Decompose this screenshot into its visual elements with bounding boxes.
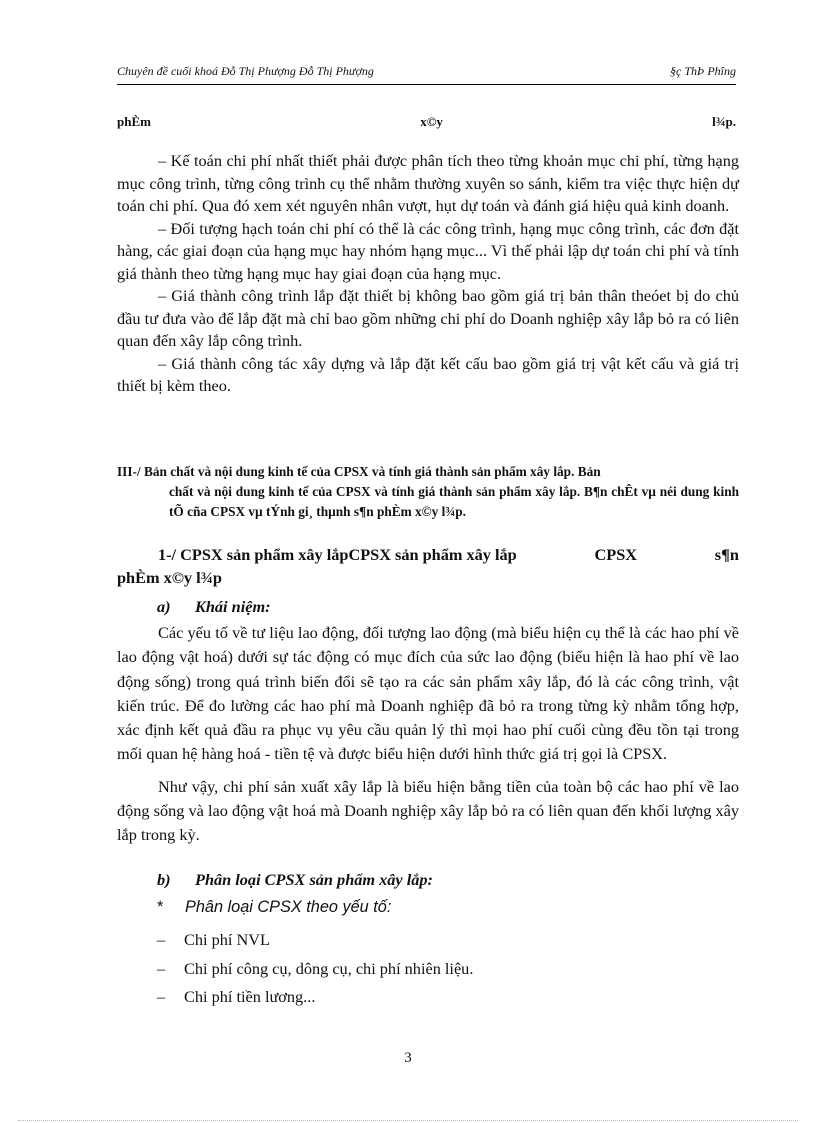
subheading-b (157, 870, 433, 890)
paragraph-4: – Giá thành công tác xây dựng và lắp đặt kết cấu bao gồm giá trị vật kết cấu và giá trị thiết bị kèm theo. (117, 353, 739, 395)
cost-list (157, 930, 473, 1016)
paragraph-2: – Đối tượng hạch toán chi phí có thể là các công trình, hạng mục công trình, các đơn đặt hàng, các giai đoạn của hạng mục hay nhóm hạng mục... Vì thế phải lập dự toán chi phí và tính giá thành theo từng hạng mục hay giai đoạn của hạng mục. (117, 218, 739, 283)
classification-text: Phân loại CPSX theo yếu tố: (185, 898, 392, 916)
garbled-word-2: x©y (420, 114, 443, 129)
heading-1-part-a: 1-/ CPSX sản phẩm xây lắpCPSX sản phẩm xây lắp (158, 545, 517, 564)
list-item-text: Chi phí NVL (184, 930, 270, 949)
heading-1-line-2: phÈm x©y l¾p (117, 568, 222, 587)
section-3-rest: chất và nội dung kinh tế của CPSX và tính giá thành sản phẩm xây lắp. B¶n chÊt vµ néi dung kinh tÕ cña CPSX vµ tÝnh gi¸ thµnh s¶n phÈm x©y l¾p. (169, 484, 739, 519)
page-number: 3 (404, 1050, 412, 1066)
list-dash: – (157, 987, 166, 1006)
garbled-word-1: phÈm (117, 114, 151, 129)
concept-paragraph-1: Các yếu tố về tư liệu lao động, đối tượng lao động (mà biểu hiện cụ thể là các hao phí về lao động vật hoá) dưới sự tác động có mục đích của sức lao động (biểu hiện là hao phí về lao động sống) trong quá trình biến đổi sẽ tạo ra các sản phẩm xây lắp, đó là các công trình, vật kiến trúc. Để đo lường các hao phí mà Doanh nghiệp đã bỏ ra trong từng kỳ nhằm tổng hợp, xác định kết quả đầu ra phục vụ yêu cầu quản lý thì mọi hao phí cuối cùng đều tồn tại trong mối quan hệ hàng hoá - tiền tệ và được biểu hiện dưới hình thức giá trị gọi là CPSX. (117, 623, 739, 764)
garbled-word-3: l¾p. (712, 114, 736, 129)
subheading-a-letter: a) (157, 597, 171, 616)
list-item (157, 959, 473, 988)
dash-paragraphs (117, 150, 739, 398)
page-bottom-border (18, 1120, 798, 1121)
list-dash: – (157, 930, 166, 949)
paragraph-3: – Giá thành công trình lắp đặt thiết bị không bao gồm giá trị bản thân theóet bị do chủ đầu tư đưa vào để lắp đặt mà chỉ bao gồm những chi phí do Doanh nghiệp xây lắp bỏ ra có liên quan đến xây lắp công trình. (117, 286, 739, 350)
asterisk-mark: * (157, 898, 164, 916)
header-rule (117, 84, 736, 85)
heading-1-part-c: s¶n (714, 545, 739, 564)
paragraph-1: – Kế toán chi phí nhất thiết phải được phân tích theo từng khoản mục chi phí, từng hạng mục công trình, từng công trình cụ thể nhằm thường xuyên so sánh, kiểm tra việc thực hiện dự toán chi phí. Qua đó xem xét nguyên nhân vượt, hụt dự toán và đánh giá hiệu quả kinh doanh. (117, 151, 739, 215)
subheading-a (157, 597, 271, 617)
list-item-text: Chi phí công cụ, dông cụ, chi phí nhiên liệu. (184, 958, 474, 978)
heading-1-part-b: CPSX (594, 545, 638, 564)
header-right-text: §ç ThÞ Phîng (670, 64, 736, 78)
list-item (157, 987, 473, 1016)
list-dash: – (157, 958, 166, 978)
list-item (157, 930, 473, 959)
classification-line (157, 898, 391, 917)
subheading-a-text: Khái niệm: (195, 597, 271, 616)
subheading-b-letter: b) (157, 870, 171, 889)
concept-body (117, 621, 739, 856)
heading-1 (117, 543, 739, 589)
concept-paragraph-2: Như vậy, chi phí sản xuất xây lắp là biểu hiện bằng tiền của toàn bộ các hao phí về lao động sống và lao động vật hoá mà Doanh nghiệp xây lắp bỏ ra có liên quan đến khối lượng xây lắp trong kỳ. (117, 776, 739, 845)
subheading-b-text: Phân loại CPSX sản phẩm xây lắp: (195, 870, 433, 889)
section-3-first-line: III-/ Bản chất và nội dung kinh tế của CPSX và tính giá thành sản phẩm xây lắp. Bản (117, 464, 601, 479)
header-left-text: Chuyên đề cuối khoá Đỗ Thị Phượng Đỗ Thị Phượng (117, 64, 374, 78)
list-item-text: Chi phí tiền lương... (184, 987, 316, 1006)
section-3-heading (117, 462, 739, 522)
garbled-line (117, 114, 736, 130)
page-header (117, 64, 736, 79)
